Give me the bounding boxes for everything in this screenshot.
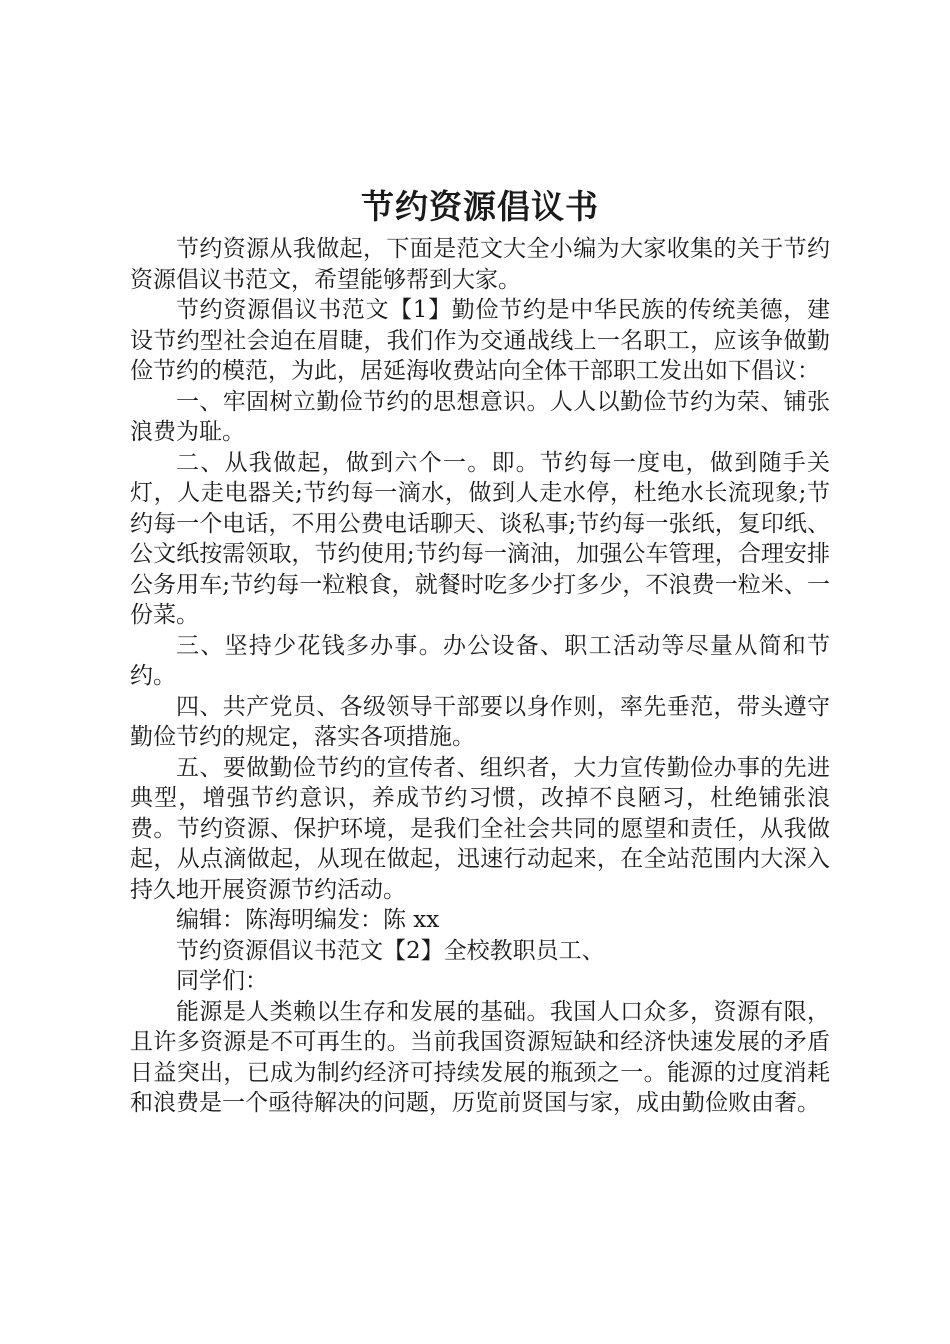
intro-paragraph: 节约资源从我做起，下面是范文大全小编为大家收集的关于节约资源倡议书范文，希望能够帮到大家。 [130,236,830,293]
sample-two-heading-line: 节约资源倡议书范文【2】全校教职员工、 [176,937,605,964]
document-title: 节约资源倡议书 [361,187,599,226]
salutation-line: 同学们： [176,968,268,994]
editor-credit-line: 编辑：陈海明编发：陈 xx [176,907,440,933]
energy-paragraph: 能源是人类赖以生存和发展的基础。我国人口众多，资源有限，且许多资源是不可再生的。当前我国资源短缺和经济快速发展的矛盾日益突出，已成为制约经济可持续发展的瓶颈之一。能源的过度消耗和浪费是一个亟待解决的问题，历览前贤国与家，成由勤俭败由奢。 [130,998,830,1116]
proposal-item-five: 五、要做勤俭节约的宣传者、组织者，大力宣传勤俭办事的先进典型，增强节约意识，养成节约习惯，改掉不良陋习，杜绝铺张浪费。节约资源、保护环境，是我们全社会共同的愿望和责任，从我做起，从点滴做起，从现在做起，迅速行动起来，在全站范围内大深入持久地开展资源节约活动。 [130,754,830,903]
proposal-item-two: 二、从我做起，做到六个一。即。节约每一度电，做到随手关灯，人走电器关;节约每一滴水，做到人走水停，杜绝水长流现象;节约每一个电话，不用公费电话聊天、谈私事;节约每一张纸，复印纸、公文纸按需领取，节约使用;节约每一滴油，加强公车管理，合理安排公务用车;节约每一粒粮食，就餐时吃多少打多少，不浪费一粒米、一份菜。 [130,449,830,628]
proposal-item-four: 四、共产党员、各级领导干部要以身作则，率先垂范，带头遵守勤俭节约的规定，落实各项措施。 [130,693,830,750]
proposal-item-one: 一、牢固树立勤俭节约的思想意识。人人以勤俭节约为荣、铺张浪费为耻。 [130,388,830,445]
document-page [130,182,830,1119]
proposal-item-three: 三、坚持少花钱多办事。办公设备、职工活动等尽量从简和节约。 [130,632,830,689]
sample-one-opening-paragraph: 节约资源倡议书范文【1】勤俭节约是中华民族的传统美德，建设节约型社会迫在眉睫，我们作为交通战线上一名职工，应该争做勤俭节约的模范，为此，居延海收费站向全体干部职工发出如下倡议： [130,297,830,384]
